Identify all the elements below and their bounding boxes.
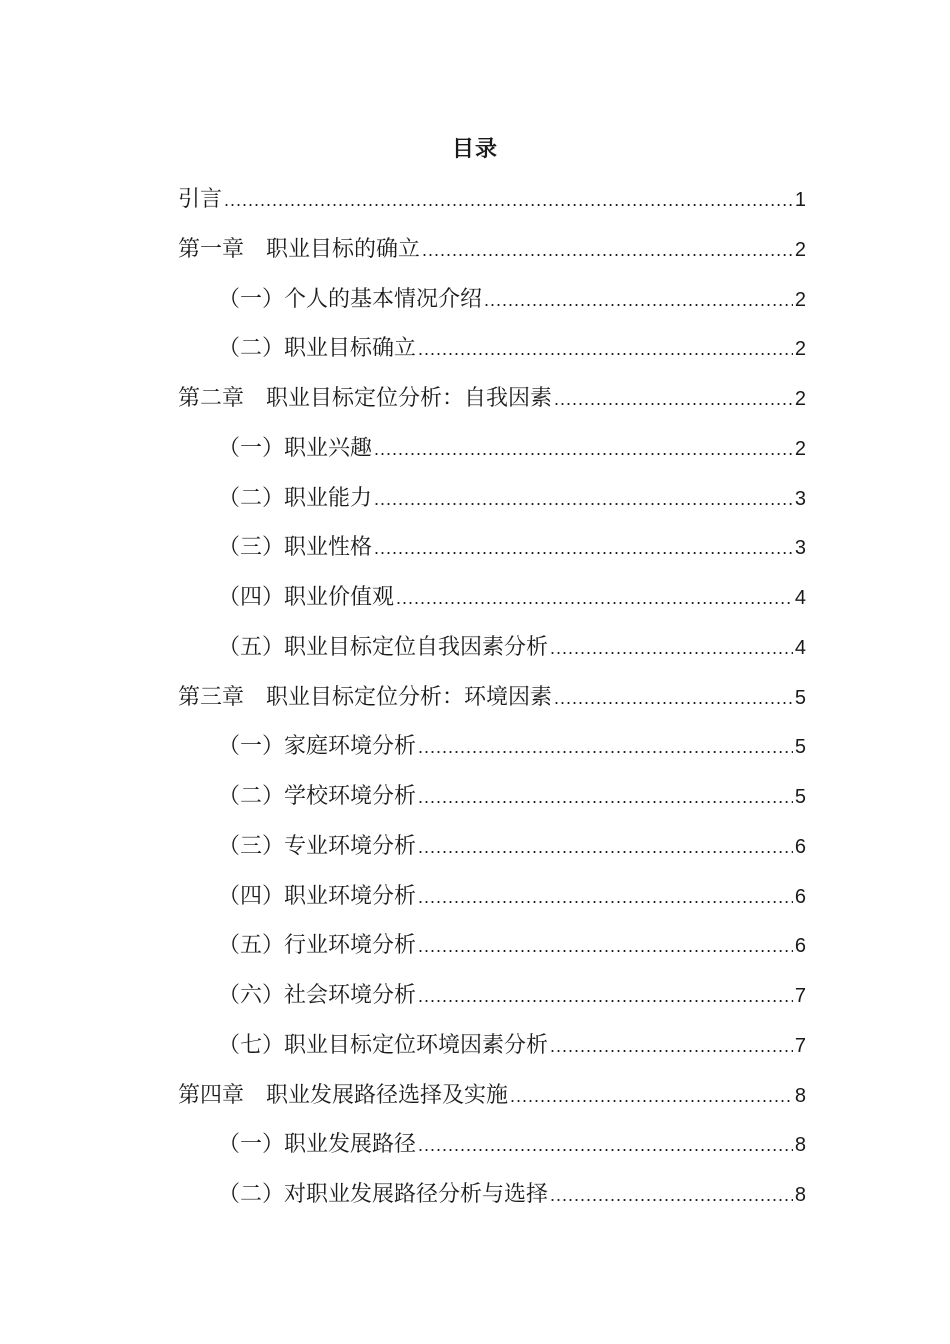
toc-entry-section[interactable] xyxy=(178,830,806,880)
toc-dot-leader xyxy=(374,482,793,516)
toc-entry-section[interactable] xyxy=(178,283,806,333)
toc-page-number: 8 xyxy=(794,1184,806,1206)
toc-dot-leader xyxy=(550,1178,793,1212)
toc-entry-label: （四）职业价值观 xyxy=(218,585,395,610)
toc-entry-label: 第一章 职业目标的确立 xyxy=(178,236,421,262)
toc-page-number: 4 xyxy=(794,636,806,659)
toc-page-number: 5 xyxy=(794,786,806,808)
toc-dot-leader xyxy=(484,283,793,317)
toc-dot-leader xyxy=(374,432,793,466)
toc-entry-section[interactable] xyxy=(178,929,806,979)
toc-entry-label: （二）职业目标确立 xyxy=(218,336,417,362)
toc-entry-section[interactable] xyxy=(178,1029,806,1079)
toc-page-number: 6 xyxy=(794,935,806,958)
toc-entry-label: （七）职业目标定位环境因素分析 xyxy=(218,1032,549,1058)
toc-entry-section[interactable] xyxy=(178,332,806,382)
toc-entry-label: （一）职业发展路径 xyxy=(218,1132,417,1158)
toc-entry-label: （一）个人的基本情况介绍 xyxy=(218,286,483,312)
toc-entry-label: （二）学校环境分析 xyxy=(218,784,417,809)
toc-entry-label: 第三章 职业目标定位分析：环境因素 xyxy=(178,684,553,710)
toc-dot-leader xyxy=(224,183,793,217)
toc-entry-chapter[interactable] xyxy=(178,681,806,731)
toc-dot-leader xyxy=(418,730,793,764)
toc-entry-label: （五）行业环境分析 xyxy=(218,933,417,959)
toc-entry-section[interactable] xyxy=(178,780,806,830)
toc-page-number: 4 xyxy=(794,587,806,609)
toc-entry-label: （一）职业兴趣 xyxy=(218,435,373,461)
toc-page-number: 6 xyxy=(794,885,806,908)
toc-dot-leader xyxy=(396,581,793,615)
toc-entry-label: （五）职业目标定位自我因素分析 xyxy=(218,634,549,660)
toc-page-number: 7 xyxy=(794,1034,806,1057)
toc-dot-leader xyxy=(418,880,793,914)
toc-dot-leader xyxy=(550,1029,793,1063)
toc-dot-leader xyxy=(374,531,793,565)
toc-page-number: 2 xyxy=(794,238,806,261)
toc-entry-section[interactable] xyxy=(178,581,806,631)
toc-title: 目录 xyxy=(451,137,498,162)
toc-page-number: 8 xyxy=(794,1084,806,1107)
toc-entry-section[interactable] xyxy=(178,482,806,532)
toc-entry-label: 引言 xyxy=(178,187,223,212)
toc-dot-leader xyxy=(418,332,793,366)
toc-entry-section[interactable] xyxy=(178,1128,806,1178)
toc-dot-leader xyxy=(418,830,793,864)
toc-dot-leader xyxy=(550,631,793,665)
toc-dot-leader xyxy=(418,780,793,814)
toc-entry-section[interactable] xyxy=(178,1178,806,1228)
toc-page-number: 2 xyxy=(794,388,806,410)
toc-entry-section[interactable] xyxy=(178,432,806,482)
toc-entry-label: 第四章 职业发展路径选择及实施 xyxy=(178,1082,509,1108)
toc-entry-label: （三）专业环境分析 xyxy=(218,833,417,859)
toc-page-number: 1 xyxy=(794,189,806,211)
toc-dot-leader xyxy=(422,233,793,267)
toc-page-number: 5 xyxy=(794,736,806,759)
toc-entry-section[interactable] xyxy=(178,531,806,581)
toc-page-number: 3 xyxy=(794,537,806,560)
toc-entry-label: （四）职业环境分析 xyxy=(218,883,417,909)
toc-entry-label: （三）职业性格 xyxy=(218,535,373,561)
toc-entry-label: （二）职业能力 xyxy=(218,485,373,511)
toc-page-number: 6 xyxy=(794,835,806,858)
toc-page-number: 8 xyxy=(794,1134,806,1157)
toc-dot-leader xyxy=(510,1079,793,1113)
toc-page-number: 2 xyxy=(794,338,806,361)
toc-dot-leader xyxy=(554,681,793,715)
toc-entry-section[interactable] xyxy=(178,979,806,1029)
toc-entry-label: （六）社会环境分析 xyxy=(218,983,417,1008)
toc-entry-section[interactable] xyxy=(178,730,806,780)
toc-entry-chapter[interactable] xyxy=(178,183,806,233)
toc-entry-label: 第二章 职业目标定位分析：自我因素 xyxy=(178,386,553,411)
toc-dot-leader xyxy=(418,929,793,963)
toc-page-number: 2 xyxy=(794,288,806,311)
toc-dot-leader xyxy=(554,382,793,416)
toc-entry-chapter[interactable] xyxy=(178,382,806,432)
toc-entry-label: （一）家庭环境分析 xyxy=(218,734,417,760)
toc-page-number: 2 xyxy=(794,437,806,460)
toc-list xyxy=(178,183,806,1228)
toc-dot-leader xyxy=(418,979,793,1013)
toc-page-number: 7 xyxy=(794,985,806,1007)
toc-page-number: 3 xyxy=(794,487,806,510)
toc-entry-chapter[interactable] xyxy=(178,233,806,283)
toc-page-number: 5 xyxy=(794,686,806,709)
toc-entry-chapter[interactable] xyxy=(178,1079,806,1129)
toc-entry-label: （二）对职业发展路径分析与选择 xyxy=(218,1182,549,1207)
toc-entry-section[interactable] xyxy=(178,880,806,930)
toc-dot-leader xyxy=(418,1128,793,1162)
toc-entry-section[interactable] xyxy=(178,631,806,681)
